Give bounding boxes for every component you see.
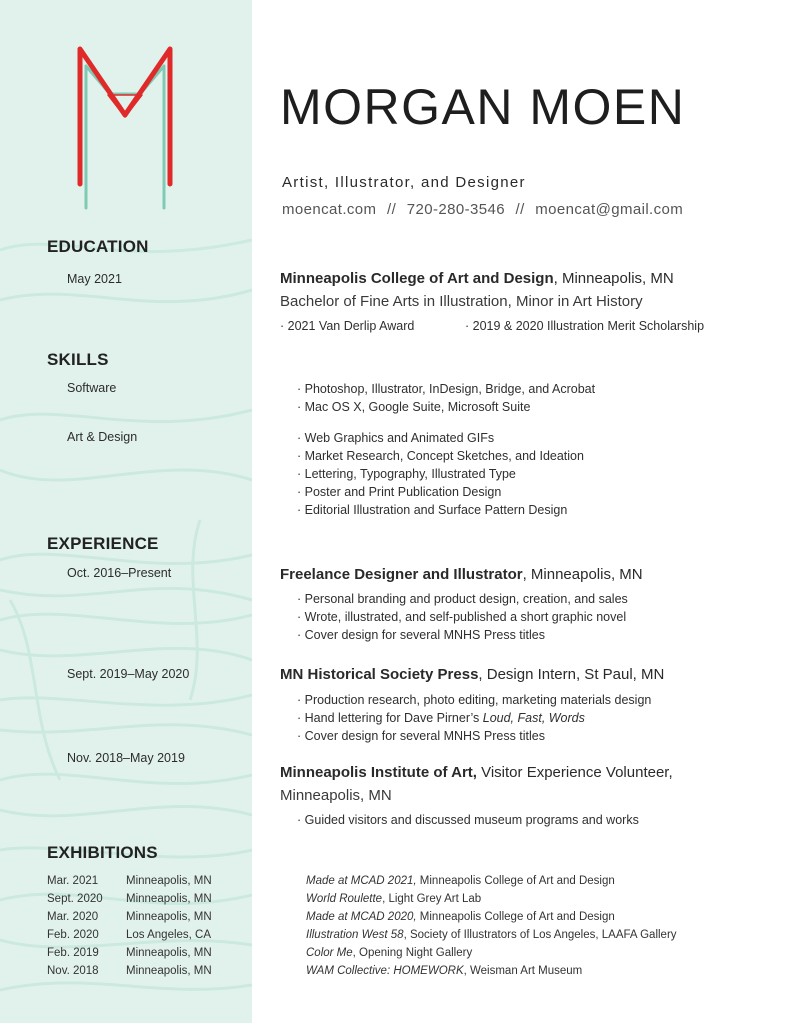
job-bullets [297, 691, 651, 745]
list-item: · Cover design for several MNHS Press titles [297, 626, 628, 644]
job-org: Minneapolis Institute of Art, [280, 764, 477, 781]
exhibition-date: Nov. 2018 [47, 965, 99, 977]
job-date: Sept. 2019–May 2020 [67, 667, 190, 681]
exhibition-date: Sept. 2020 [47, 893, 103, 905]
list-item: · Hand lettering for Dave Pirner’s Loud, Fast, Words [297, 709, 651, 727]
list-item: · Personal branding and product design, creation, and sales [297, 590, 628, 608]
job-details: , Minneapolis, MN [522, 566, 643, 583]
sidebar [0, 0, 252, 1023]
separator: // [515, 201, 525, 218]
list-item: · Market Research, Concept Sketches, and Ideation [297, 447, 584, 465]
list-item: · Cover design for several MNHS Press titles [297, 727, 651, 745]
exhibition-date: Feb. 2019 [47, 947, 99, 959]
exhibitions-heading: EXHIBITIONS [47, 843, 158, 862]
job-org: Freelance Designer and Illustrator [280, 566, 523, 583]
job-title [280, 566, 643, 583]
skills-label-software: Software [67, 381, 117, 395]
list-item: · Web Graphics and Animated GIFs [297, 429, 584, 447]
education-entry-title [280, 270, 674, 287]
education-heading: EDUCATION [47, 237, 149, 256]
list-item: · Editorial Illustration and Surface Pattern Design [297, 501, 584, 519]
list-item: · Guided visitors and discussed museum programs and works [297, 811, 639, 829]
exhibition-location: Minneapolis, MN [126, 893, 212, 905]
list-item: · Photoshop, Illustrator, InDesign, Bridge, and Acrobat [297, 380, 595, 398]
list-item: · Mac OS X, Google Suite, Microsoft Suite [297, 398, 595, 416]
exhibition-location: Minneapolis, MN [126, 947, 212, 959]
job-location: Minneapolis, MN [280, 787, 392, 804]
award-item: · 2019 & 2020 Illustration Merit Scholarship [465, 319, 705, 333]
phone-number[interactable]: 720-280-3546 [406, 201, 505, 218]
exhibition-location: Minneapolis, MN [126, 911, 212, 923]
separator: // [387, 201, 397, 218]
software-skills-list [297, 380, 595, 416]
job-bullets [297, 590, 628, 644]
job-title [280, 764, 673, 781]
list-item: · Poster and Print Publication Design [297, 483, 584, 501]
job-details: , Design Intern, St Paul, MN [478, 666, 665, 683]
tagline: Artist, Illustrator, and Designer [282, 174, 526, 191]
school-location: , Minneapolis, MN [553, 270, 674, 287]
job-date: Nov. 2018–May 2019 [67, 751, 185, 765]
job-org: MN Historical Society Press [280, 666, 479, 683]
exhibition-title: World Roulette, Light Grey Art Lab [306, 893, 482, 905]
job-date: Oct. 2016–Present [67, 566, 172, 580]
exhibition-title: WAM Collective: HOMEWORK, Weisman Art Museum [306, 965, 583, 977]
exhibition-date: Mar. 2020 [47, 911, 99, 923]
exhibitions-list [0, 872, 791, 982]
job-details: Visitor Experience Volunteer, [476, 764, 673, 781]
experience-heading: EXPERIENCE [47, 534, 159, 553]
exhibition-location: Los Angeles, CA [126, 929, 212, 941]
job-title [280, 666, 664, 683]
award-item: · 2021 Van Derlip Award [280, 319, 415, 333]
exhibition-location: Minneapolis, MN [126, 965, 212, 977]
contact-line [282, 201, 683, 218]
exhibition-date: Feb. 2020 [47, 929, 99, 941]
art-design-skills-list [297, 429, 584, 519]
skills-heading: SKILLS [47, 350, 109, 369]
exhibition-date: Mar. 2021 [47, 875, 99, 887]
exhibition-title: Illustration West 58, Society of Illustrators of Los Angeles, LAAFA Gallery [306, 929, 677, 941]
exhibition-title: Made at MCAD 2021, Minneapolis College of Art and Design [306, 875, 615, 887]
education-date: May 2021 [67, 272, 122, 286]
page-title: MORGAN MOEN [280, 79, 686, 135]
school-name: Minneapolis College of Art and Design [280, 270, 554, 287]
email-link[interactable]: moencat@gmail.com [535, 201, 684, 218]
website-link[interactable]: moencat.com [282, 201, 377, 218]
exhibition-title: Made at MCAD 2020, Minneapolis College of Art and Design [306, 911, 615, 923]
exhibition-title: Color Me, Opening Night Gallery [306, 947, 473, 959]
list-item: · Production research, photo editing, marketing materials design [297, 691, 651, 709]
award-list [280, 317, 705, 335]
skills-label-art-design: Art & Design [67, 430, 138, 444]
list-item: · Wrote, illustrated, and self-published a short graphic novel [297, 608, 628, 626]
monogram-logo [70, 40, 180, 210]
job-bullets [297, 811, 639, 829]
exhibition-location: Minneapolis, MN [126, 875, 212, 887]
list-item: · Lettering, Typography, Illustrated Type [297, 465, 584, 483]
degree: Bachelor of Fine Arts in Illustration, Minor in Art History [280, 293, 643, 310]
